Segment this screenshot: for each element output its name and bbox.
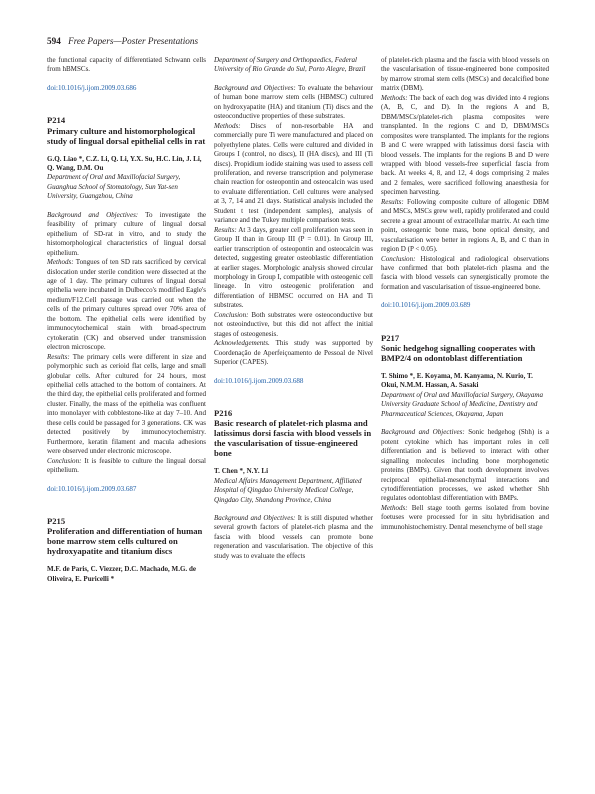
section-methods	[214, 122, 373, 226]
section-label: Conclusion:	[381, 254, 416, 263]
abstract-id: P216	[214, 407, 233, 418]
column-middle	[214, 56, 373, 561]
section-label: Methods:	[381, 93, 408, 102]
section-label: Acknowledgements.	[214, 339, 270, 348]
column-left	[47, 56, 206, 584]
section-label: Methods:	[381, 503, 408, 512]
doi-link[interactable]: doi:10.1016/j.ijom.2009.03.686	[47, 83, 137, 92]
section-label: Conclusion:	[214, 310, 249, 319]
paragraph: the functional capacity of differentiated Schwann cells from hBMSCs.	[47, 56, 206, 74]
section-label: Results:	[47, 352, 70, 361]
affiliation: Department of Surgery and Orthopaedics, Federal University of Rio Grande do Sul, Porto Alegre, Brazil	[214, 56, 366, 74]
page-header	[47, 36, 198, 46]
section-methods	[381, 94, 549, 198]
doi-link[interactable]: doi:10.1016/j.ijom.2009.03.687	[47, 484, 137, 493]
section-label: Background and Objectives:	[214, 83, 296, 92]
affiliation: Department of Oral and Maxillofacial Surgery, Okayama University Graduate School of Medicine, Dentistry and Pharmaceutical Sciences, Okayama, Japan	[381, 390, 543, 418]
abstract-title: Basic research of platelet-rich plasma and latissimus dorsi fascia with blood vessels in the vascularisation of tissue-engineered bone	[214, 418, 372, 459]
abstract-id: P217	[381, 332, 400, 343]
section-conclusion	[47, 457, 206, 476]
section-text: Following composite culture of allogenic DBM and MSCs, MSCs grew well, rapidly proliferated and could secrete a great amount of extracellular matrix. At each time point, osteogenic bone mass, bone optical density, and vascularisation were better in regions A, B, and C than in region D (P < 0.05).	[381, 197, 549, 254]
section-text: Sonic hedgehog (Shh) is a potent cytokine which has important roles in cell differentiation and is believed to interact with other signalling molecules including bone morphogenetic proteins (BMPs). Given that tooth development involves reciprocal epithelial-mesenchymal interactions and cytodifferentiation processes, we asked whether Shh regulates odontoblast differentiation with BMPs.	[381, 428, 549, 503]
section-background	[214, 514, 373, 561]
section-label: Results:	[214, 225, 237, 234]
section-background	[381, 428, 549, 504]
paragraph: of platelet-rich plasma and the fascia with blood vessels on the vascularisation of tissue-engineered bone composited by marrow stromal stem cells (MSCs) and decalcified bone matrix (DBM).	[381, 56, 549, 93]
section-conclusion	[214, 311, 373, 339]
section-text: The back of each dog was divided into 4 regions (A, B, C, and D). In the regions A and B, DBM/MSCs/platelet-rich plasma composites were transplanted. In the regions C and D, DBM/MSCs composites were transplanted. The implants for the regions B and C were wrapped with latissimus dorsi fascia with blood vessels. The implants for the regions B and D were wrapped with blood vessels-free superficial fascia from back. At weeks 4, 8, and 12, 4 dogs comprising 2 males and 2 females, were sacrificed following anaesthesia for specimen harvesting.	[381, 93, 549, 197]
section-text: Both substrates were osteoconductive but not osteoinductive, but this did not affect the initial stages of osteogenesis.	[214, 310, 373, 338]
section-acknowledgements	[214, 339, 373, 367]
section-results	[47, 353, 206, 457]
section-label: Background and Objectives:	[381, 428, 465, 437]
section-text: This study was supported by Coordenação de Aperfeiçoamento de Pessoal de Nível Superior (CAPES).	[214, 339, 373, 367]
section-label: Methods:	[214, 121, 241, 130]
section-label: Background and Objectives:	[214, 513, 296, 522]
page-number: 594	[47, 36, 61, 46]
section-background	[47, 211, 206, 258]
section-text: Bell stage tooth germs isolated from bovine foetuses were processed for in situ hybridisation and immunohistochemistry. Dental mesenchyme of bell stage	[381, 503, 549, 531]
section-conclusion	[381, 255, 549, 293]
abstract-id: P215	[47, 515, 66, 526]
affiliation: Medical Affairs Management Department, Affiliated Hospital of Qingdao University Medical College, Qingdao City, Shandong Province, China	[214, 476, 362, 504]
authors: T. Shimo *, E. Koyama, M. Kanyama, N. Kurio, T. Okui, N.M.M. Hassan, A. Sasaki	[381, 371, 533, 390]
section-text: To investigate the feasibility of primary culture of lingual dorsal epithelium of SD-rat in vitro, and to study the histomorphological characteristics of lingual dorsal epithelium.	[47, 210, 206, 257]
section-text: To evaluate the behaviour of human bone marrow stem cells (HBMSC) cultured on hydroxyapatite (HA) and titanium (Ti) discs and the osteoconductive properties of these substrates.	[214, 83, 373, 121]
section-text: Discs of non-resorbable HA and commercially pure Ti were manufactured and placed on polyethylene plates. Cells were cultured and divided in Groups I (control, no discs), II (HA discs), and III (Ti discs). Propidium iodide staining was used to assess cell proliferation, and reverse transcription and polymerase chain reaction for osteopontin and osteocalcin was used to evaluate differentiation. Cell cultures were analysed at 3, 7, 14 and 21 days. Statistical analysis included the Student t test (independent samples), analysis of variance and the Tukey multiple comparison tests.	[214, 121, 373, 225]
running-title: Free Papers—Poster Presentations	[68, 36, 199, 46]
section-results	[214, 226, 373, 311]
abstract-title: Proliferation and differentiation of human bone marrow stem cells cultured on hydroxyapatite and titanium discs	[47, 526, 203, 557]
authors: T. Chen *, N.Y. Li	[214, 467, 269, 476]
section-label: Background and Objectives:	[47, 210, 139, 219]
doi-link[interactable]: doi:10.1016/j.ijom.2009.03.688	[214, 376, 304, 385]
abstract-title: Sonic hedgehog signalling cooperates with BMP2/4 on odontoblast differentiation	[381, 342, 536, 363]
section-text: The primary cells were different in size and polymorphic such as cerioid flat cells, large and small globular cells. After cultured for 24 hours, most epithelial cells attached to the bottom of containers. At the third day, the epithelial cells proliferated and formed cluster. Finally, the mass of the epithelia was confluent into monolayer with cobblestone-like at day 7–10. And these cells could be passaged for 3 generations. CK was detected positively by immunocytochemistry. Furthermore, keratin filament and macula adhesions were observed under electronic microscope.	[47, 352, 206, 456]
section-background	[214, 84, 373, 122]
section-text: It is still disputed whether several growth factors of platelet-rich plasma and the fascia with blood vessels can promote bone regeneration and vascularisation. The objective of this study was to evaluate the effects	[214, 513, 373, 560]
section-text: Histological and radiological observations have confirmed that both platelet-rich plasma and the fascia with blood vessels can synergistically promote the formation and vascularisation of tissue-engineered bone.	[381, 254, 549, 291]
abstract-title: Primary culture and histomorphological study of lingual dorsal epithelial cells in rat	[47, 125, 206, 146]
section-results	[381, 198, 549, 255]
section-label: Conclusion:	[47, 456, 82, 465]
section-label: Methods:	[47, 258, 74, 267]
authors: M.F. de Paris, C. Viezzer, D.C. Machado, M.G. de Oliveira, E. Puricelli *	[47, 565, 197, 583]
section-text: At 3 days, greater cell proliferation was seen in Group II than in Group III (P = 0.01). In Group III, earlier transcription of osteopontin and osteocalcin was detected, suggesting greater osteoblastic differentiation at earlier stages. Morphologic analysis showed circular morphology in Group I, compatible with osteogenic cell lineage. In vitro osteogenic proliferation and differentiation of HBMSC occurred on HA and Ti substrates.	[214, 225, 373, 310]
section-methods	[47, 258, 206, 353]
section-text: It is feasible to culture the lingual dorsal epithelium.	[47, 456, 206, 475]
section-methods	[381, 504, 549, 532]
abstract-id: P214	[47, 115, 66, 126]
section-label: Results:	[381, 197, 404, 206]
authors: G.Q. Liao *, C.Z. Li, Q. Li, Y.X. Su, H.C. Lin, J. Li, Q. Wang, D.M. Ou	[47, 154, 202, 173]
affiliation: Department of Oral and Maxillofacial Surgery, Guanghua School of Stomatology, Sun Yat-sen University, Guangzhou, China	[47, 173, 181, 201]
column-right	[381, 56, 549, 532]
doi-link[interactable]: doi:10.1016/j.ijom.2009.03.689	[381, 301, 471, 310]
section-text: Tongues of ten SD rats sacrificed by cervical dislocation under sterile condition were dissected at the age of 1 day. The primary cultures of lingual dorsal epithelia were incubated in Dulbecco's modified Eagle's medium/F12.Cell passage was carried out when the cells of the primary cultures spread over 70% area of the bottom. The epithelial cells were identified by immunocytochemical stain with broad-spectrum cytokeratin (CK) and observed under transmission electron microscope.	[47, 258, 206, 352]
